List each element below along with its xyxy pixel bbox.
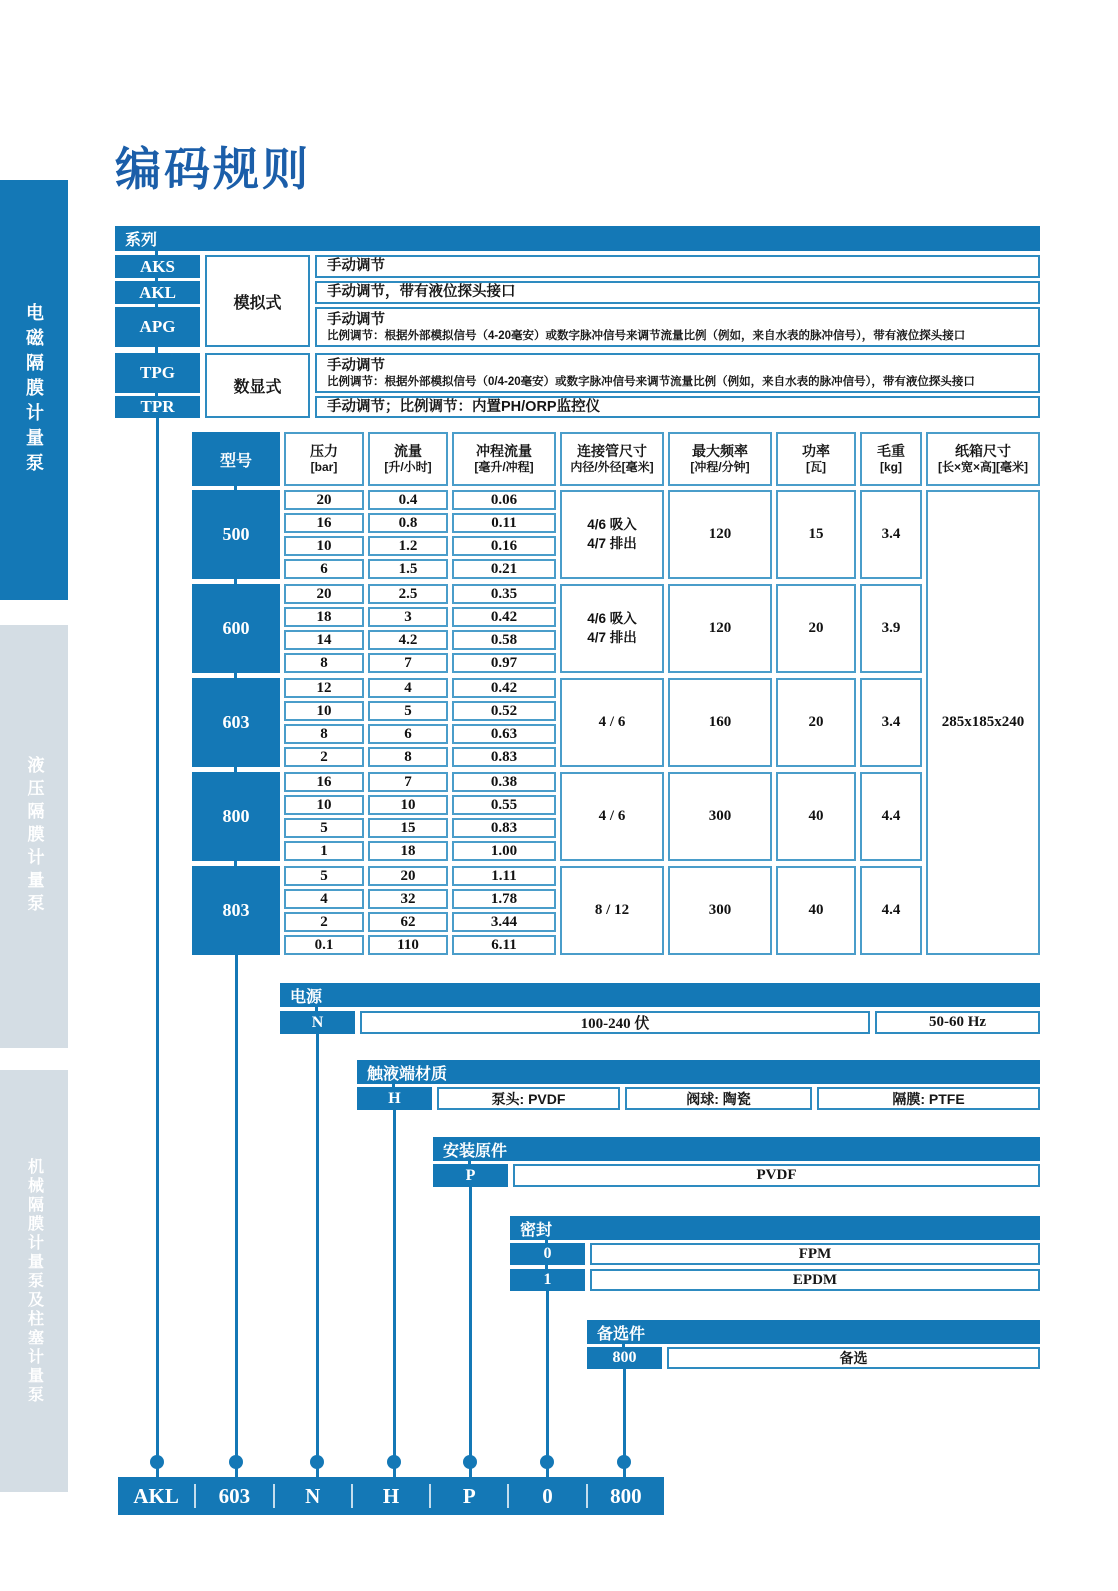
weight-cell: 3.4 bbox=[860, 490, 922, 579]
model-label-803: 803 bbox=[192, 866, 280, 955]
flow-cell: 32 bbox=[368, 889, 448, 909]
seal-code-1: 1 bbox=[510, 1269, 585, 1291]
sidebar-tab-electromagnetic-pump bbox=[0, 180, 68, 600]
series-header-bar: 系列 bbox=[115, 226, 1040, 251]
pressure-cell: 10 bbox=[284, 536, 364, 556]
connector-dot bbox=[387, 1455, 401, 1469]
seal-value-fpm: FPM bbox=[590, 1243, 1040, 1265]
stroke-cell: 0.97 bbox=[452, 653, 556, 673]
series-code-tpg: TPG bbox=[115, 353, 200, 393]
power-cell: 15 bbox=[776, 490, 856, 579]
sidebar-tab-label: 液压隔膜计量泵 bbox=[24, 756, 44, 917]
power-code: N bbox=[280, 1011, 355, 1034]
model-label-603: 603 bbox=[192, 678, 280, 767]
model-label-600: 600 bbox=[192, 584, 280, 673]
pressure-cell: 20 bbox=[284, 490, 364, 510]
code-segment-seal: 0 bbox=[542, 1483, 553, 1508]
pressure-cell: 8 bbox=[284, 724, 364, 744]
flow-cell: 4 bbox=[368, 678, 448, 698]
connector-line-seal bbox=[546, 1291, 549, 1477]
series-desc-tpr: 手动调节；比例调节：内置PH/ORP监控仪 bbox=[315, 396, 1040, 418]
frequency-cell: 300 bbox=[668, 866, 772, 955]
options-value: 备选 bbox=[667, 1347, 1040, 1369]
stroke-cell: 0.16 bbox=[452, 536, 556, 556]
power-cell: 40 bbox=[776, 866, 856, 955]
model-label-800: 800 bbox=[192, 772, 280, 861]
flow-cell: 0.8 bbox=[368, 513, 448, 533]
flow-cell: 2.5 bbox=[368, 584, 448, 604]
flow-cell: 20 bbox=[368, 866, 448, 886]
pressure-cell: 8 bbox=[284, 653, 364, 673]
connector-dot bbox=[229, 1455, 243, 1469]
spec-header-pressure: 压力 [bar] bbox=[284, 432, 364, 486]
pressure-cell: 18 bbox=[284, 607, 364, 627]
material-header-bar: 触液端材质 bbox=[357, 1060, 1040, 1084]
material-code: H bbox=[357, 1087, 432, 1110]
flow-cell: 1.2 bbox=[368, 536, 448, 556]
model-code-bar bbox=[118, 1477, 664, 1515]
code-segment-power: N bbox=[305, 1483, 321, 1508]
stroke-cell: 0.83 bbox=[452, 747, 556, 767]
flow-cell: 3 bbox=[368, 607, 448, 627]
installation-value: PVDF bbox=[513, 1164, 1040, 1187]
pressure-cell: 20 bbox=[284, 584, 364, 604]
flow-cell: 0.4 bbox=[368, 490, 448, 510]
stroke-cell: 0.21 bbox=[452, 559, 556, 579]
spec-box-size-cell: 285x185x240 bbox=[926, 490, 1040, 955]
flow-cell: 62 bbox=[368, 912, 448, 932]
stroke-cell: 0.11 bbox=[452, 513, 556, 533]
connector-line-power bbox=[316, 1034, 319, 1477]
pressure-cell: 12 bbox=[284, 678, 364, 698]
pressure-cell: 6 bbox=[284, 559, 364, 579]
pressure-cell: 1 bbox=[284, 841, 364, 861]
pressure-cell: 0.1 bbox=[284, 935, 364, 955]
weight-cell: 3.9 bbox=[860, 584, 922, 673]
options-header-bar: 备选件 bbox=[587, 1320, 1040, 1344]
flow-cell: 7 bbox=[368, 772, 448, 792]
connector-dot bbox=[617, 1455, 631, 1469]
pipe-cell: 4 / 6 bbox=[560, 772, 664, 861]
code-segment-options: 800 bbox=[610, 1483, 642, 1508]
series-code-aks: AKS bbox=[115, 255, 200, 278]
material-diaphragm: 隔膜: PTFE bbox=[817, 1087, 1040, 1110]
installation-code: P bbox=[433, 1164, 508, 1187]
power-cell: 20 bbox=[776, 584, 856, 673]
weight-cell: 4.4 bbox=[860, 866, 922, 955]
stroke-cell: 0.83 bbox=[452, 818, 556, 838]
stroke-cell: 0.42 bbox=[452, 607, 556, 627]
code-segment-material: H bbox=[382, 1483, 400, 1508]
flow-cell: 7 bbox=[368, 653, 448, 673]
pressure-cell: 14 bbox=[284, 630, 364, 650]
pressure-cell: 16 bbox=[284, 772, 364, 792]
connector-dot bbox=[310, 1455, 324, 1469]
frequency-cell: 120 bbox=[668, 490, 772, 579]
spec-header-power: 功率 [瓦] bbox=[776, 432, 856, 486]
code-segment-series: AKL bbox=[133, 1483, 179, 1508]
stroke-cell: 1.78 bbox=[452, 889, 556, 909]
pipe-cell: 4/6 吸入 4/7 排出 bbox=[560, 584, 664, 673]
frequency-cell: 160 bbox=[668, 678, 772, 767]
spec-header-frequency: 最大频率 [冲程/分钟] bbox=[668, 432, 772, 486]
power-voltage-value: 100-240 伏 bbox=[360, 1011, 870, 1034]
sidebar-tab-hydraulic-pump bbox=[0, 625, 68, 1048]
model-label-500: 500 bbox=[192, 490, 280, 579]
sidebar-tab-label: 机械隔膜计量泵及柱塞计量泵 bbox=[25, 1157, 43, 1405]
power-header-bar: 电源 bbox=[280, 983, 1040, 1007]
flow-cell: 15 bbox=[368, 818, 448, 838]
spec-header-flow: 流量 [升/小时] bbox=[368, 432, 448, 486]
flow-cell: 1.5 bbox=[368, 559, 448, 579]
series-code-apg: APG bbox=[115, 307, 200, 347]
connector-dot bbox=[463, 1455, 477, 1469]
sidebar-tab-label: 电磁隔膜计量泵 bbox=[24, 302, 44, 478]
pressure-cell: 10 bbox=[284, 795, 364, 815]
code-segment-installation: P bbox=[462, 1483, 476, 1508]
code-segment-model: 603 bbox=[218, 1483, 251, 1508]
series-type-analog: 模拟式 bbox=[205, 255, 310, 347]
sidebar-tab-mechanical-pump bbox=[0, 1070, 68, 1492]
stroke-cell: 6.11 bbox=[452, 935, 556, 955]
stroke-cell: 0.35 bbox=[452, 584, 556, 604]
material-pump-head: 泵头: PVDF bbox=[437, 1087, 620, 1110]
spec-header-stroke-flow: 冲程流量 [毫升/冲程] bbox=[452, 432, 556, 486]
material-valve-ball: 阀球: 陶瓷 bbox=[625, 1087, 812, 1110]
flow-cell: 110 bbox=[368, 935, 448, 955]
pressure-cell: 16 bbox=[284, 513, 364, 533]
series-desc-aks: 手动调节 bbox=[315, 255, 1040, 278]
seal-header-bar: 密封 bbox=[510, 1216, 1040, 1240]
stroke-cell: 3.44 bbox=[452, 912, 556, 932]
flow-cell: 18 bbox=[368, 841, 448, 861]
connector-dot bbox=[150, 1455, 164, 1469]
spec-header-pipe: 连接管尺寸 内径/外径[毫米] bbox=[560, 432, 664, 486]
stroke-cell: 0.63 bbox=[452, 724, 556, 744]
stroke-cell: 0.06 bbox=[452, 490, 556, 510]
spec-header-weight: 毛重 [kg] bbox=[860, 432, 922, 486]
pressure-cell: 2 bbox=[284, 747, 364, 767]
connector-dot bbox=[540, 1455, 554, 1469]
weight-cell: 4.4 bbox=[860, 772, 922, 861]
pipe-cell: 4/6 吸入 4/7 排出 bbox=[560, 490, 664, 579]
weight-cell: 3.4 bbox=[860, 678, 922, 767]
connector-line-material bbox=[393, 1110, 396, 1477]
frequency-cell: 120 bbox=[668, 584, 772, 673]
stroke-cell: 0.42 bbox=[452, 678, 556, 698]
connector-line-model bbox=[235, 955, 238, 1477]
flow-cell: 4.2 bbox=[368, 630, 448, 650]
flow-cell: 6 bbox=[368, 724, 448, 744]
power-cell: 20 bbox=[776, 678, 856, 767]
options-code: 800 bbox=[587, 1347, 662, 1369]
seal-value-epdm: EPDM bbox=[590, 1269, 1040, 1291]
pressure-cell: 5 bbox=[284, 866, 364, 886]
power-frequency-value: 50-60 Hz bbox=[875, 1011, 1040, 1034]
power-cell: 40 bbox=[776, 772, 856, 861]
series-desc-tpg: 手动调节 比例调节：根据外部模拟信号（0/4-20毫安）或数字脉冲信号来调节流量比例（例如，来自水表的脉冲信号），带有液位探头接口 bbox=[315, 353, 1040, 393]
pressure-cell: 2 bbox=[284, 912, 364, 932]
page-title: 编码规则 bbox=[115, 143, 311, 195]
pressure-cell: 4 bbox=[284, 889, 364, 909]
flow-cell: 8 bbox=[368, 747, 448, 767]
series-code-akl: AKL bbox=[115, 281, 200, 304]
series-desc-apg: 手动调节 比例调节：根据外部模拟信号（4-20毫安）或数字脉冲信号来调节流量比例（例如，来自水表的脉冲信号），带有液位探头接口 bbox=[315, 307, 1040, 347]
stroke-cell: 1.11 bbox=[452, 866, 556, 886]
spec-header-model: 型号 bbox=[192, 432, 280, 486]
pressure-cell: 5 bbox=[284, 818, 364, 838]
pipe-cell: 8 / 12 bbox=[560, 866, 664, 955]
flow-cell: 5 bbox=[368, 701, 448, 721]
connector-line-installation bbox=[469, 1187, 472, 1477]
series-code-tpr: TPR bbox=[115, 396, 200, 418]
stroke-cell: 1.00 bbox=[452, 841, 556, 861]
connector-line-series bbox=[156, 418, 159, 1477]
series-type-digital: 数显式 bbox=[205, 353, 310, 418]
series-desc-akl: 手动调节，带有液位探头接口 bbox=[315, 281, 1040, 304]
frequency-cell: 300 bbox=[668, 772, 772, 861]
stroke-cell: 0.58 bbox=[452, 630, 556, 650]
installation-header-bar: 安装原件 bbox=[433, 1137, 1040, 1161]
seal-code-0: 0 bbox=[510, 1243, 585, 1265]
spec-header-box-size: 纸箱尺寸 [长×宽×高][毫米] bbox=[926, 432, 1040, 486]
flow-cell: 10 bbox=[368, 795, 448, 815]
stroke-cell: 0.38 bbox=[452, 772, 556, 792]
pipe-cell: 4 / 6 bbox=[560, 678, 664, 767]
pressure-cell: 10 bbox=[284, 701, 364, 721]
stroke-cell: 0.52 bbox=[452, 701, 556, 721]
stroke-cell: 0.55 bbox=[452, 795, 556, 815]
